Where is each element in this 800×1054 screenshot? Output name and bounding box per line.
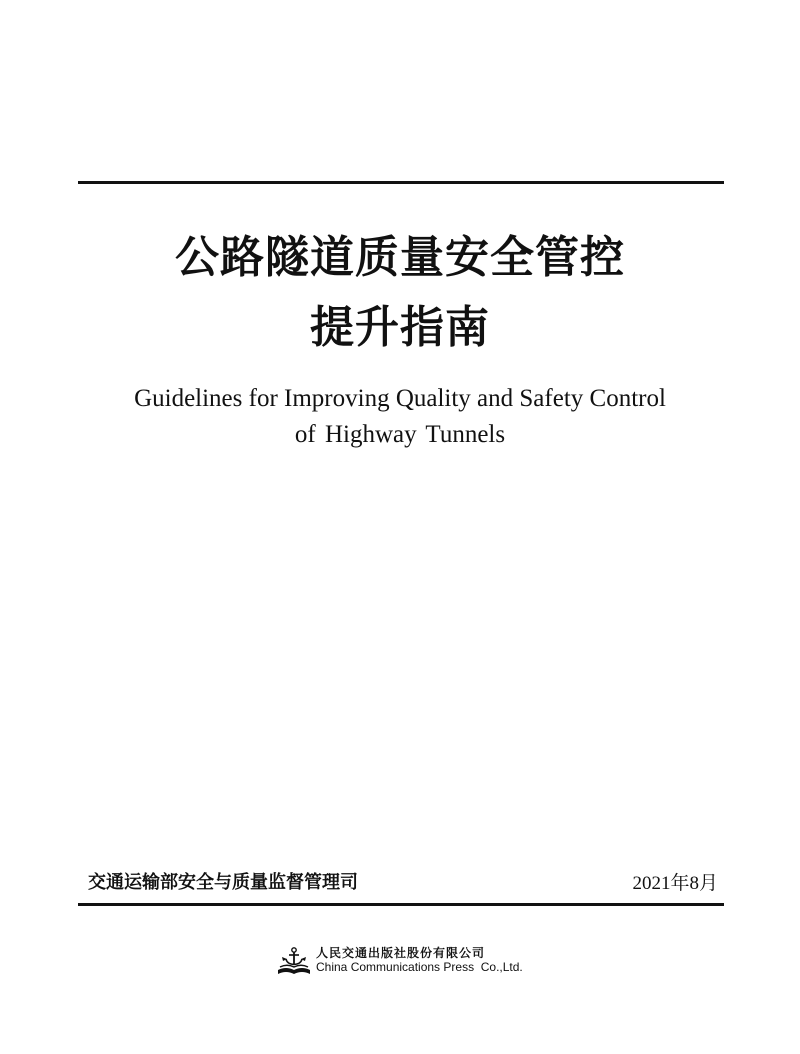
bottom-divider xyxy=(78,903,724,906)
publisher-block xyxy=(276,944,523,978)
publication-date: 2021年8月 xyxy=(632,873,718,894)
title-english-line-2: of Highway Tunnels xyxy=(294,421,506,448)
title-chinese-line-1: 公路隧道质量安全管控 xyxy=(175,232,625,283)
title-english-line-1: Guidelines for Improving Quality and Safety Control xyxy=(134,385,666,412)
publisher-logo-icon xyxy=(276,945,312,977)
top-divider xyxy=(78,181,724,184)
publisher-name-english: China Communications Press Co.,Ltd. xyxy=(316,960,523,975)
publisher-name-chinese: 人民交通出版社股份有限公司 xyxy=(316,946,486,961)
title-chinese-line-2: 提升指南 xyxy=(310,302,490,353)
issuing-authority: 交通运输部安全与质量监督管理司 xyxy=(88,872,358,893)
